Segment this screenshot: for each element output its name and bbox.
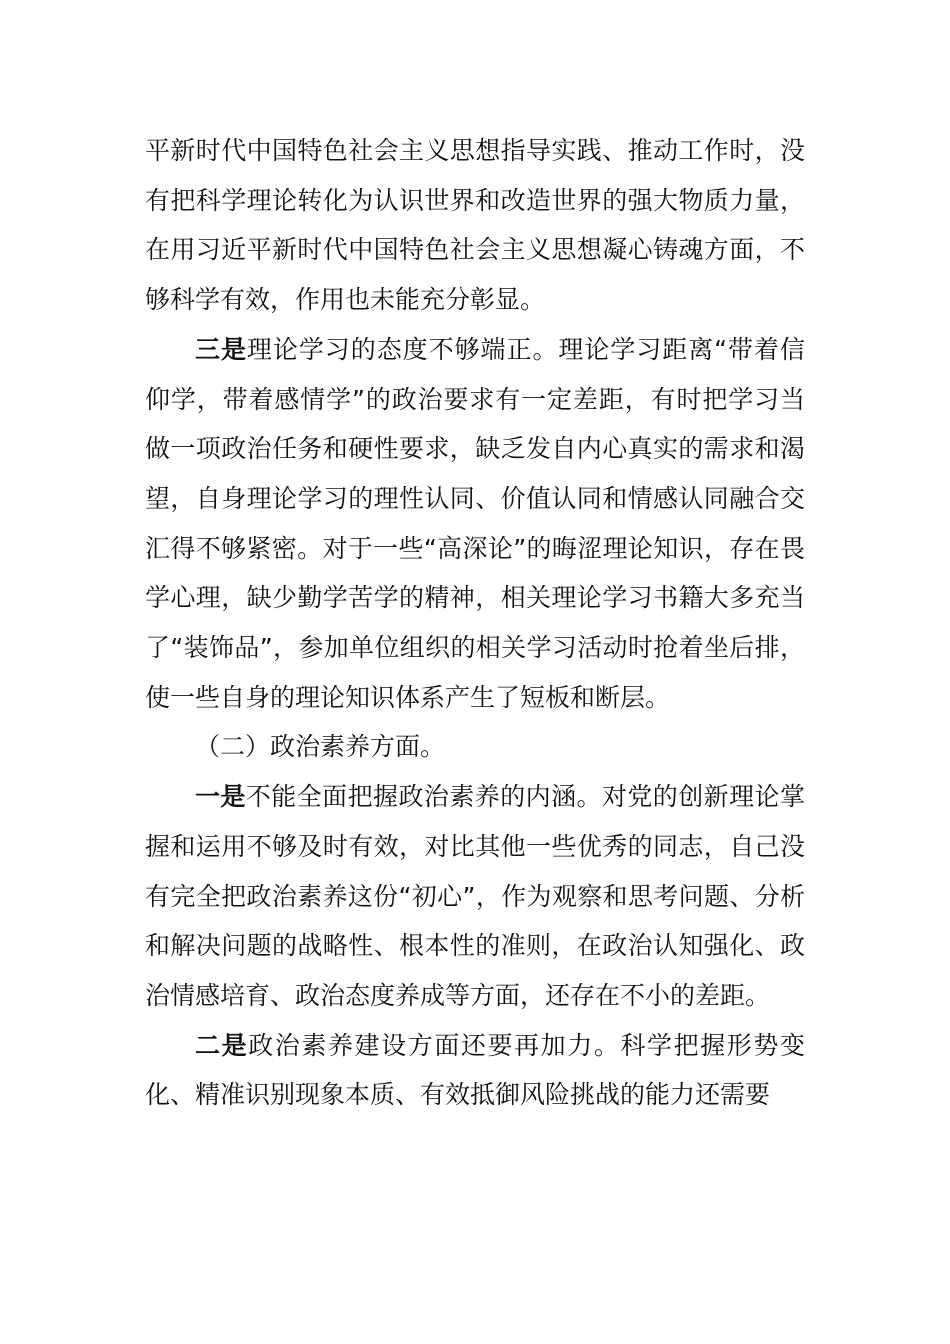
paragraph-lead: 三是	[195, 334, 247, 364]
heading-text: （二）政治素养方面。	[195, 732, 446, 762]
paragraph-text: 理论学习的态度不够端正。理论学习距离“带着信仰学，带着感情学”的政治要求有一定差距，有时把学习当做一项政治任务和硬性要求，缺乏发自内心真实的需求和渴望，自身理论学习的理性认同、价值认同和情感认同融合交汇得不够紧密。对于一些“高深论”的晦涩理论知识，存在畏学心理，缺少勤学苦学的精神，相关理论学习书籍大多充当了“装饰品”，参加单位组织的相关学习活动时抢着坐后排，使一些自身的理论知识体系产生了短板和断层。	[145, 334, 805, 712]
paragraph-lead: 二是	[195, 1030, 249, 1060]
paragraph-point-three	[145, 325, 805, 723]
paragraph-point-one	[145, 772, 805, 1021]
section-heading	[145, 722, 805, 772]
paragraph-continuation	[145, 126, 805, 325]
document-body	[145, 126, 805, 1120]
paragraph-text: 不能全面把握政治素养的内涵。对党的创新理论掌握和运用不够及时有效，对比其他一些优秀的同志，自己没有完全把政治素养这份“初心”，作为观察和思考问题、分析和解决问题的战略性、根本性的准则，在政治认知强化、政治情感培育、政治态度养成等方面，还存在不小的差距。	[145, 782, 805, 1010]
paragraph-point-two	[145, 1021, 805, 1120]
paragraph-text: 平新时代中国特色社会主义思想指导实践、推动工作时，没有把科学理论转化为认识世界和改造世界的强大物质力量，在用习近平新时代中国特色社会主义思想凝心铸魂方面，不够科学有效，作用也未能充分彰显。	[145, 136, 805, 315]
paragraph-lead: 一是	[195, 782, 246, 812]
paragraph-text: 政治素养建设方面还要再加力。科学把握形势变化、精准识别现象本质、有效抵御风险挑战的能力还需要	[145, 1030, 805, 1110]
